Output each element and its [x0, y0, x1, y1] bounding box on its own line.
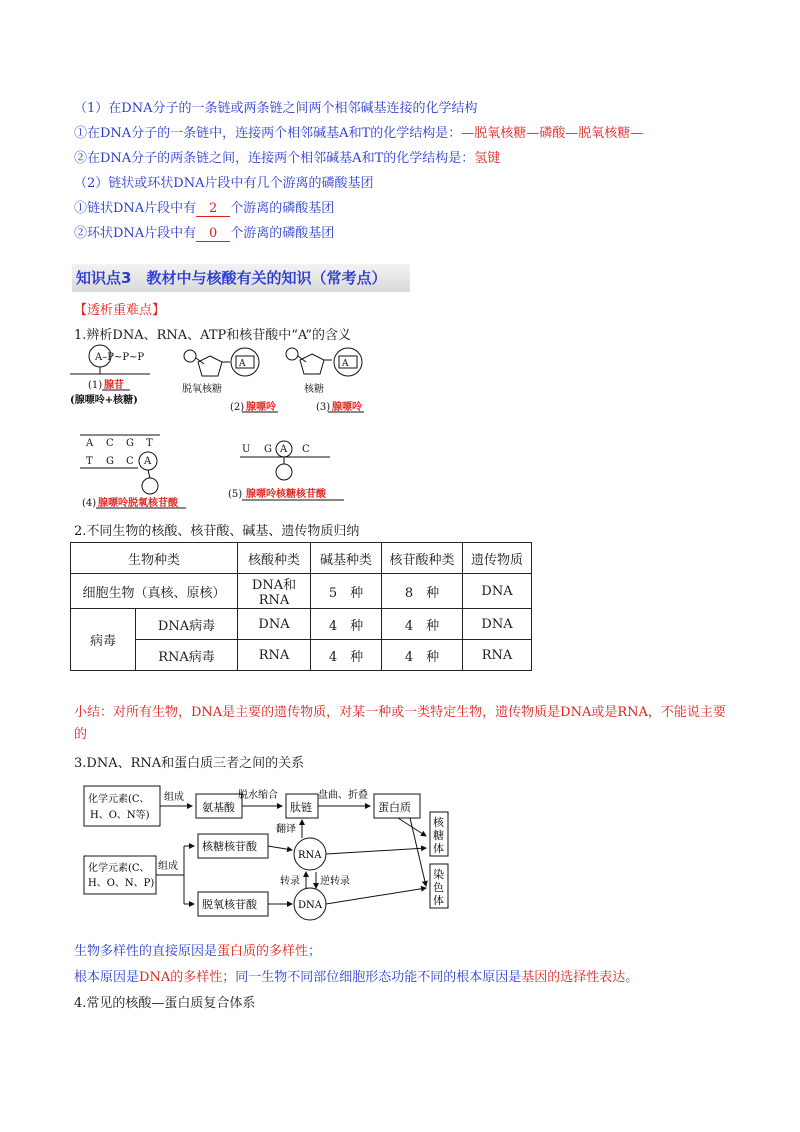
d2-label: (2)	[230, 402, 245, 413]
virus-label: 病毒	[71, 609, 136, 671]
d5-top-1: G	[264, 444, 272, 455]
summary: 小结：对所有生物，DNA是主要的遗传物质，对某一种或一类特定生物，遗传物质是DNA或是RNA，不能说主要的	[74, 705, 726, 742]
diversity-l2-ans1: DNA的多样性	[139, 970, 223, 985]
chromo-2: 体	[433, 894, 444, 907]
q2-a-answer: 2	[196, 201, 230, 217]
diversity-line1	[74, 940, 321, 959]
svg-text:A: A	[239, 359, 246, 369]
translate-label: 翻译	[276, 824, 296, 835]
cell: RNA	[463, 640, 532, 671]
cell: 4 种	[382, 609, 463, 640]
elem1-line1: 化学元素(C、	[88, 794, 150, 805]
d3-label: (3)	[316, 402, 331, 413]
cell: DNA	[238, 609, 311, 640]
chromo-0: 染	[433, 868, 444, 881]
d5-top-2: A	[280, 444, 288, 455]
d1-sub: (腺嘌呤+核糖)	[70, 395, 138, 406]
section-title: 知识点3 教材中与核酸有关的知识（常考点）	[72, 264, 410, 292]
th-organism: 生物种类	[71, 543, 238, 574]
d4-answer: 腺嘌呤脱氧核苷酸	[98, 498, 178, 509]
table-row	[71, 574, 532, 609]
th-genetic: 遗传物质	[463, 543, 532, 574]
svg-text:A: A	[342, 359, 349, 369]
q1-b	[74, 147, 500, 166]
part1-heading: 1.辨析DNA、RNA、ATP和核苷酸中“A”的含义	[74, 328, 352, 343]
diversity-line2	[74, 966, 638, 985]
d1-label: (1)	[88, 380, 103, 391]
transcribe-label: 转录	[280, 876, 300, 887]
cell: 5 种	[311, 574, 382, 609]
deoxyribonucleotide-box: 脱氧核苷酸	[202, 898, 257, 911]
elem2-line2: H、O、N、P)	[88, 878, 155, 889]
diversity-l2-mid: ；同一生物不同部位细胞形态功能不同的根本原因是	[222, 970, 522, 985]
table-row	[71, 640, 532, 671]
cell: 细胞生物（真核、原核）	[71, 574, 238, 609]
q1-b-answer: 氢键	[474, 151, 501, 166]
q2-b	[74, 222, 334, 242]
ribosome-0: 核	[433, 816, 444, 829]
q2-b-answer: 0	[196, 226, 230, 242]
elem2-line1: 化学元素(C、	[88, 863, 150, 874]
diversity-l1-ans: 蛋白质的多样性	[217, 944, 309, 959]
q2-a-prompt: ①链状DNA片段中有	[74, 201, 197, 216]
d5-top-0: U	[242, 444, 251, 455]
d4-label: (4)	[82, 498, 97, 509]
fold-label: 盘曲、折叠	[318, 790, 368, 801]
cell: DNA和RNA	[238, 574, 311, 609]
diversity-l1-pre: 生物多样性的直接原因是	[74, 944, 218, 959]
th-nucleic: 核酸种类	[238, 543, 311, 574]
dna-label: DNA	[298, 900, 322, 911]
dehydration-label: 脱水缩合	[238, 790, 278, 801]
diversity-l2-pre: 根本原因是	[74, 970, 140, 985]
part4-heading: 4.常见的核酸—蛋白质复合体系	[74, 996, 256, 1011]
part3-heading: 3.DNA、RNA和蛋白质三者之间的关系	[74, 756, 305, 771]
compose1-label: 组成	[164, 792, 184, 803]
q2-b-prompt: ②环状DNA片段中有	[74, 226, 197, 241]
elem1-line2: H、O、N等)	[90, 810, 150, 821]
nucleic-acid-table	[70, 542, 532, 671]
cell: DNA	[463, 609, 532, 640]
d4-bot-2: C	[126, 456, 134, 467]
ribonucleotide-box: 核糖核苷酸	[202, 840, 257, 853]
cell: 4 种	[311, 609, 382, 640]
th-base: 碱基种类	[311, 543, 382, 574]
d4-top-3: T	[146, 438, 153, 449]
analysis-tag: 【透析重难点】	[74, 303, 166, 318]
d5-label: (5)	[228, 489, 243, 500]
q2-b-suffix: 个游离的磷酸基团	[230, 226, 335, 241]
protein-box: 蛋白质	[378, 801, 411, 814]
d1-answer: 腺苷	[104, 380, 124, 391]
d4-top-1: C	[106, 438, 114, 449]
peptide-box: 肽链	[290, 801, 312, 814]
compose2-label: 组成	[158, 861, 178, 872]
table-row	[71, 609, 532, 640]
d5-top-3: C	[302, 444, 310, 455]
adenine-diagrams	[70, 340, 390, 510]
ribosome-1: 糖	[433, 829, 444, 842]
part2-heading: 2.不同生物的核酸、核苷酸、碱基、遗传物质归纳	[74, 524, 360, 539]
ribosome-2: 体	[433, 842, 444, 855]
q2-a-suffix: 个游离的磷酸基团	[230, 201, 335, 216]
d4-top-0: A	[86, 438, 94, 449]
diversity-l2-post: 。	[625, 970, 639, 985]
cell: 8 种	[382, 574, 463, 609]
q1-a-answer: —脱氧核糖—磷酸—脱氧核糖—	[461, 126, 644, 141]
cell: RNA病毒	[136, 640, 238, 671]
d2-answer: 腺嘌呤	[246, 402, 276, 413]
d4-bot-3: A	[144, 456, 152, 467]
cell: RNA	[238, 640, 311, 671]
reverse-transcribe-label: 逆转录	[320, 876, 350, 887]
cell: 4 种	[311, 640, 382, 671]
q1-a	[74, 122, 643, 141]
diversity-l1-post: ；	[308, 944, 322, 959]
cell: 4 种	[382, 640, 463, 671]
table-header-row	[71, 543, 532, 574]
q1-title: （1）在DNA分子的一条链或两条链之间两个相邻碱基连接的化学结构	[74, 101, 478, 116]
d4-bot-1: G	[106, 456, 114, 467]
relationship-diagram	[80, 776, 460, 924]
rna-label: RNA	[298, 850, 322, 861]
q1-a-prompt: ①在DNA分子的一条链中，连接两个相邻碱基A和T的化学结构是：	[74, 126, 462, 141]
th-nucleotide: 核苷酸种类	[382, 543, 463, 574]
chromo-1: 色	[433, 881, 444, 894]
atp-formula: A–P~P~P	[95, 352, 145, 363]
diversity-l2-ans2: 基因的选择性表达	[521, 970, 626, 985]
amino-acid-box: 氨基酸	[202, 801, 235, 814]
d3-answer: 腺嘌呤	[332, 402, 362, 413]
cell: DNA病毒	[136, 609, 238, 640]
d2-sugar: 脱氧核糖	[182, 384, 222, 395]
q2-a	[74, 197, 334, 217]
q1-b-prompt: ②在DNA分子的两条链之间，连接两个相邻碱基A和T的化学结构是：	[74, 151, 475, 166]
d4-top-2: G	[126, 438, 134, 449]
q2-title: （2）链状或环状DNA片段中有几个游离的磷酸基团	[74, 176, 374, 191]
d5-answer: 腺嘌呤核糖核苷酸	[246, 489, 326, 500]
d4-bot-0: T	[86, 456, 93, 467]
d3-sugar: 核糖	[304, 384, 324, 395]
cell: DNA	[463, 574, 532, 609]
